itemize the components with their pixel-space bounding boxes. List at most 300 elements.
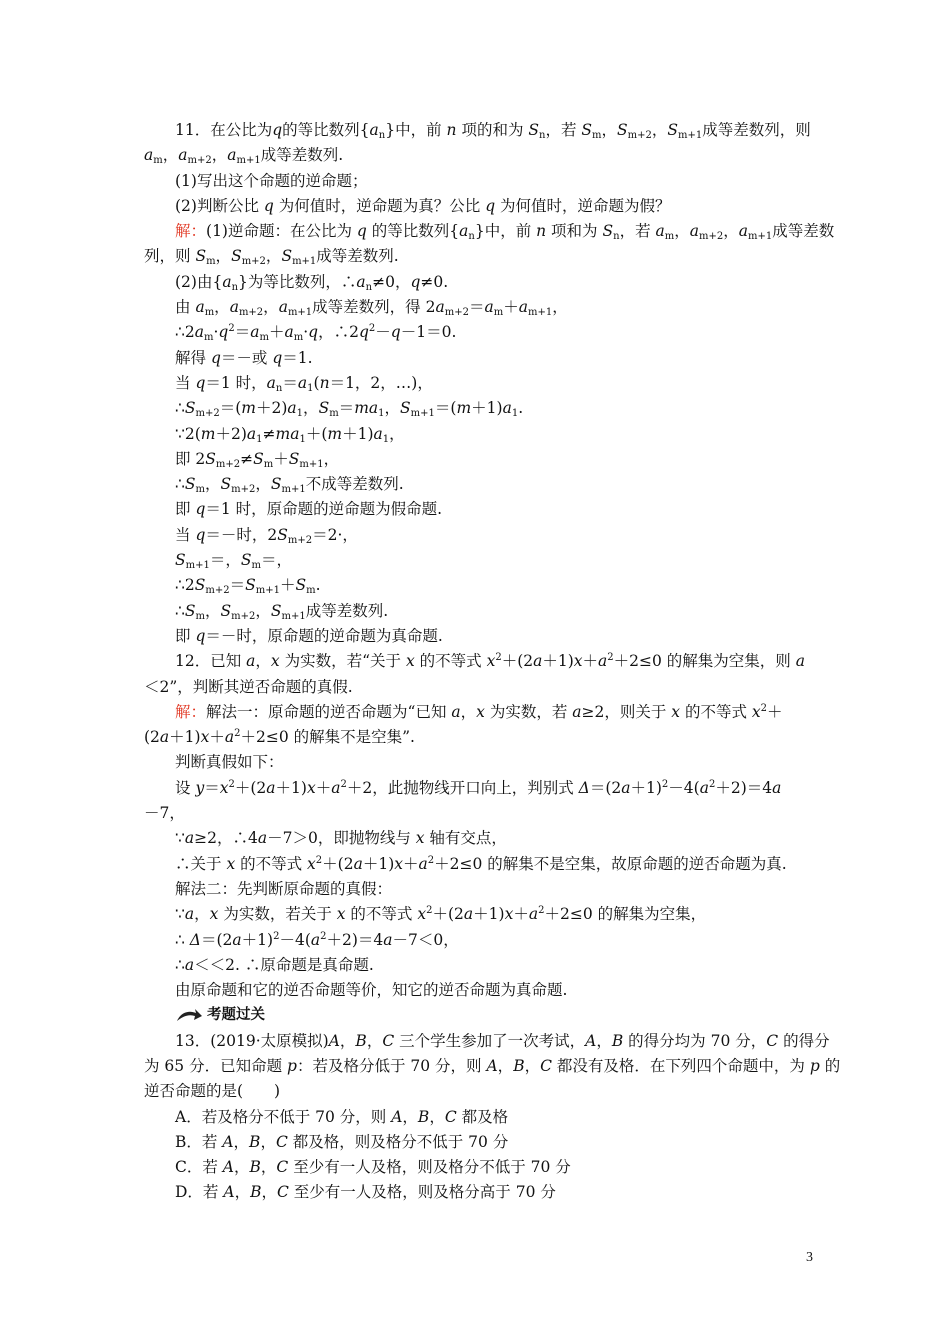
text-line	[144, 244, 812, 269]
superscript: 2	[495, 652, 502, 664]
math-variable: q	[358, 323, 369, 342]
math-variable: a	[257, 829, 268, 848]
math-variable: q	[390, 323, 401, 342]
text-run: ，	[384, 399, 401, 418]
text-run: ，若	[619, 222, 656, 241]
math-variable: q	[263, 196, 274, 215]
text-run: 即	[175, 500, 196, 519]
text-run: ＝1，2，…)，	[329, 373, 433, 392]
math-variable: a	[278, 298, 288, 317]
text-run: (	[313, 373, 320, 392]
document-body	[144, 118, 841, 1206]
text-run: ＝(	[219, 399, 242, 418]
text-run: ，若	[545, 121, 582, 139]
subscript: m+1	[185, 560, 210, 572]
text-run: ＋2≤0 的解集为空集，则	[613, 652, 796, 671]
math-variable: a	[795, 652, 805, 671]
text-run: (1)写出这个命题的逆命题；	[175, 171, 368, 190]
text-run: ∴	[175, 475, 185, 494]
text-run: ＜2”，判断其逆否命题的真假.	[144, 677, 353, 696]
text-line	[144, 143, 812, 168]
text-run: ：若及格分低于 70 分，则	[296, 1056, 487, 1075]
math-variable: a	[383, 930, 393, 949]
text-run: ，	[234, 1158, 250, 1177]
text-run: ∵2(	[175, 424, 201, 443]
text-run: ＋	[582, 652, 599, 671]
math-variable: C	[275, 1132, 288, 1151]
text-line	[144, 497, 812, 522]
math-variable: S	[602, 222, 614, 241]
math-variable: A	[585, 1031, 597, 1050]
subscript: m+2	[205, 585, 230, 597]
text-run: ＋2)＝4	[326, 930, 384, 949]
subscript: m	[195, 484, 205, 496]
math-variable: a	[418, 854, 428, 873]
math-variable: a	[356, 272, 366, 291]
math-variable: a	[331, 778, 341, 797]
text-run: 当	[175, 525, 196, 544]
text-run: }为等比数列，∴	[238, 272, 357, 291]
math-variable: S	[195, 247, 207, 266]
math-variable: B	[250, 1183, 262, 1202]
math-variable: a	[246, 424, 257, 443]
text-run: ，	[497, 1056, 514, 1075]
text-run: ＋1)	[241, 930, 274, 949]
text-run: 三个学生参加了一次考试，	[394, 1031, 586, 1050]
text-line	[144, 1130, 812, 1155]
text-line	[144, 169, 812, 194]
math-variable: x	[405, 652, 415, 671]
text-run: A．若及格分不低于 70 分，则	[175, 1107, 392, 1126]
superscript: 2	[427, 854, 435, 866]
text-run: 成等差数列.	[260, 146, 344, 165]
section-heading	[144, 1003, 812, 1028]
text-line	[144, 953, 812, 978]
text-run: ＋2≤0 的解集为空集，	[544, 905, 707, 924]
text-line	[144, 295, 812, 320]
math-variable: S	[245, 576, 256, 595]
text-run: 都及格	[456, 1107, 509, 1126]
math-variable: n	[446, 121, 457, 139]
text-run: －1＝0.	[400, 323, 457, 342]
subscript: m	[493, 307, 504, 319]
text-line	[144, 801, 812, 826]
math-variable: S	[184, 601, 196, 620]
text-run: ∵	[175, 905, 185, 924]
text-line	[144, 573, 812, 598]
text-run: 轴有交点，	[424, 829, 507, 848]
text-run: 为实数，若关于	[218, 905, 337, 924]
text-run: 11．在公比为	[175, 121, 273, 139]
text-run: －7＜0，	[392, 930, 459, 949]
text-run: ，	[596, 1031, 612, 1050]
subscript: m	[195, 610, 205, 622]
math-variable: q	[410, 272, 421, 291]
subscript: n	[275, 382, 283, 394]
text-run: ，	[194, 905, 210, 924]
math-variable: S	[270, 475, 282, 494]
text-run: ＋1)	[362, 854, 395, 873]
text-run: 不成等差数列.	[305, 475, 404, 494]
subscript: m	[664, 231, 675, 243]
math-variable: S	[231, 247, 242, 266]
text-run: ＝2·，	[312, 525, 358, 544]
math-variable: S	[295, 576, 307, 595]
subscript: n	[365, 281, 373, 293]
math-variable: q	[272, 121, 283, 139]
math-variable: a	[572, 702, 582, 721]
text-run: ∴	[175, 930, 190, 949]
math-variable: a	[297, 373, 308, 392]
math-variable: ma	[354, 399, 379, 418]
math-variable: a	[459, 222, 469, 241]
math-variable: a	[310, 930, 321, 949]
text-run: ＝(	[434, 399, 457, 418]
math-variable: a	[227, 146, 237, 165]
text-run: ＋1)	[473, 905, 505, 924]
text-run: 至少有一人及格，则及格分不低于 70 分	[288, 1158, 571, 1177]
text-run: 为何值时，逆命题为假？	[495, 196, 671, 215]
text-run: ＋1)	[169, 728, 201, 747]
math-variable: q	[195, 626, 206, 645]
text-line	[144, 371, 812, 396]
math-variable: a	[250, 323, 260, 342]
text-run: ＋	[273, 449, 289, 468]
math-variable: a	[699, 778, 709, 797]
math-variable: a	[373, 424, 383, 443]
math-variable: a	[655, 222, 665, 241]
text-run: ＋	[513, 905, 529, 924]
text-run: 即 2	[175, 449, 206, 468]
text-run: ，	[389, 424, 405, 443]
text-run: ∴关于	[175, 854, 227, 873]
text-run: ，	[255, 652, 271, 671]
section-arrow-icon	[175, 1008, 203, 1024]
text-run: ≠0.	[420, 272, 449, 291]
text-run: －	[375, 323, 391, 342]
text-run: ＋(	[305, 424, 328, 443]
text-run: ＝1 时，	[205, 373, 267, 392]
superscript: 2	[228, 778, 235, 790]
superscript: 2	[273, 930, 280, 942]
math-variable: x	[671, 702, 681, 721]
text-run: ，	[261, 1183, 277, 1202]
math-variable: a	[266, 373, 276, 392]
math-variable: A	[391, 1107, 403, 1126]
text-run: (1)逆命题：在公比为	[206, 222, 357, 241]
math-variable: q	[210, 348, 221, 367]
math-variable: n	[319, 373, 330, 392]
superscript: 2	[234, 728, 241, 740]
subscript: 1	[307, 382, 314, 394]
subscript: n	[539, 130, 546, 141]
text-run: ＋	[503, 298, 519, 317]
text-run: 为实数，若“关于	[279, 652, 406, 671]
text-run: ＝1.	[282, 348, 313, 367]
text-run: ＋	[403, 854, 419, 873]
math-variable: x	[336, 905, 346, 924]
math-variable: q	[356, 222, 367, 241]
text-run: .	[315, 576, 321, 595]
text-run: 的等比数列{	[366, 222, 460, 241]
text-line	[144, 928, 812, 953]
math-variable: a	[266, 778, 276, 797]
subscript: m+2	[215, 458, 241, 470]
text-run: ＋1)	[471, 399, 503, 418]
text-run: ，	[402, 1107, 418, 1126]
text-run: ，	[651, 121, 668, 139]
answer-label: 解：	[175, 702, 207, 721]
text-run: ∴	[175, 601, 185, 620]
text-run: ＋1)	[630, 778, 662, 797]
text-run: ＝(2	[589, 778, 622, 797]
text-run: ＝	[338, 399, 355, 418]
text-run: 的	[819, 1056, 841, 1075]
math-variable: a	[451, 702, 461, 721]
math-variable: a	[159, 728, 170, 747]
math-variable: S	[253, 449, 264, 468]
subscript: m+1	[410, 408, 435, 420]
subscript: m+1	[236, 155, 261, 167]
text-line	[144, 219, 835, 244]
text-run: ，	[263, 298, 279, 317]
math-variable: A	[222, 1158, 234, 1177]
text-run: }中，前	[474, 222, 537, 241]
subscript: m	[251, 560, 261, 572]
math-variable: C	[540, 1056, 552, 1075]
text-run: 当	[175, 373, 196, 392]
subscript: n	[378, 130, 386, 141]
math-variable: S	[281, 247, 293, 266]
text-run: ，	[323, 449, 340, 468]
subscript: 1	[382, 433, 390, 445]
math-variable: x	[751, 702, 761, 721]
text-run: －7，	[144, 804, 185, 823]
text-run: ·	[213, 323, 219, 342]
math-variable: a	[484, 298, 494, 317]
math-variable: p	[809, 1056, 820, 1075]
math-variable: x	[394, 854, 404, 873]
text-run: ∴2	[175, 323, 195, 342]
text-line	[144, 978, 812, 1003]
text-run: ，	[260, 1132, 276, 1151]
text-run: 逆否命题的是( )	[144, 1082, 281, 1101]
text-line	[144, 902, 812, 927]
math-variable: a	[246, 652, 256, 671]
math-variable: ma	[275, 424, 300, 443]
text-run: D．若	[175, 1183, 224, 1202]
superscript: 2	[315, 854, 323, 866]
math-variable: S	[528, 121, 540, 139]
math-variable: a	[224, 728, 235, 747]
text-run: ＝，	[260, 551, 292, 570]
math-variable: m	[456, 399, 472, 418]
text-run: ，	[460, 702, 477, 721]
math-variable: S	[220, 475, 232, 494]
math-variable: m	[327, 424, 343, 443]
math-variable: a	[502, 399, 512, 418]
text-run: 判断真假如下：	[175, 753, 284, 772]
text-run: ＋2≤0 的解集不是空集”.	[240, 728, 415, 747]
text-run: ，	[234, 1183, 251, 1202]
text-run: 设	[175, 778, 196, 797]
subscript: m	[204, 307, 215, 319]
math-variable: a	[689, 222, 699, 241]
text-line	[144, 826, 812, 851]
math-variable: C	[444, 1107, 457, 1126]
text-run: 成等差数	[772, 222, 835, 241]
text-line	[144, 447, 812, 472]
text-line	[144, 523, 812, 548]
text-run: 都没有及格．在下列四个命题中，为	[551, 1056, 810, 1075]
text-run: －7＞0，即抛物线与	[267, 829, 416, 848]
math-variable: a	[598, 652, 608, 671]
subscript: m+2	[699, 231, 724, 243]
text-run: 即	[175, 626, 196, 645]
subscript: m+2	[287, 534, 313, 546]
math-variable: B	[249, 1132, 261, 1151]
text-line	[144, 599, 812, 624]
math-variable: B	[417, 1107, 430, 1126]
math-variable: a	[287, 399, 297, 418]
subscript: m+1	[678, 130, 703, 141]
math-variable: a	[184, 905, 195, 924]
text-line	[144, 1105, 812, 1130]
text-run: ＋1)	[542, 652, 574, 671]
subscript: m+2	[241, 256, 266, 268]
text-line	[144, 320, 812, 345]
text-line	[144, 725, 812, 750]
text-run: B．若	[175, 1132, 223, 1151]
math-variable: m	[241, 399, 256, 418]
text-run: 项和为	[546, 222, 603, 241]
text-run: ，∴2	[318, 323, 359, 342]
text-run: ，	[215, 247, 232, 266]
text-run: ∵	[175, 829, 185, 848]
text-run: 的不等式	[235, 854, 308, 873]
math-variable: S	[400, 399, 411, 418]
subscript: m+1	[281, 484, 306, 496]
subscript: n	[468, 231, 475, 243]
text-run: ＋(2	[322, 854, 354, 873]
math-variable: S	[581, 121, 593, 139]
subscript: m+1	[281, 610, 306, 622]
math-variable: a	[621, 778, 631, 797]
text-line	[144, 877, 812, 902]
math-variable: a	[518, 298, 528, 317]
text-run: 解法一：原命题的逆否命题为“已知	[206, 702, 452, 721]
text-run: ≠	[240, 449, 254, 468]
math-variable: a	[738, 222, 748, 241]
text-run: －4(	[279, 930, 311, 949]
text-run: 成等差数列.	[305, 601, 389, 620]
text-run: ＋1)	[275, 778, 307, 797]
math-variable: a	[178, 146, 188, 165]
math-variable: S	[277, 525, 288, 544]
superscript: 2	[426, 905, 433, 917]
math-variable: x	[307, 854, 316, 873]
math-variable: x	[306, 778, 316, 797]
math-variable: x	[219, 778, 229, 797]
text-run: －4(	[668, 778, 700, 797]
subscript: m+1	[287, 307, 313, 319]
text-line	[144, 346, 812, 371]
text-run: 成等差数列，得 2	[312, 298, 436, 317]
math-variable: q	[218, 323, 229, 342]
text-run: ＝－时，原命题的逆命题为真命题.	[205, 626, 443, 645]
subscript: n	[613, 231, 620, 243]
subscript: m	[153, 155, 163, 167]
math-variable: C	[276, 1183, 289, 1202]
math-variable: S	[184, 399, 196, 418]
text-run: ＋	[268, 323, 285, 342]
text-line	[144, 649, 812, 674]
math-variable: a	[194, 323, 204, 342]
text-run: 项的和为	[456, 121, 529, 139]
math-variable: A	[222, 1132, 234, 1151]
math-variable: B	[513, 1056, 525, 1075]
text-run: 的不等式	[345, 905, 418, 924]
math-variable: S	[288, 449, 300, 468]
math-variable: a	[533, 652, 543, 671]
text-run: ＋	[209, 728, 225, 747]
math-variable: x	[209, 905, 219, 924]
text-run: ≥2，则关于	[581, 702, 672, 721]
superscript: 2	[368, 323, 376, 335]
text-line	[144, 852, 812, 877]
text-run: 为 65 分．已知命题	[144, 1056, 288, 1075]
subscript: 1	[299, 433, 306, 445]
math-variable: a	[232, 930, 242, 949]
text-run: ＋(2	[432, 905, 464, 924]
math-variable: S	[270, 601, 282, 620]
text-line	[144, 776, 812, 801]
text-run: ＋	[767, 702, 783, 721]
text-line	[144, 472, 812, 497]
math-variable: a	[222, 272, 232, 291]
subscript: m+2	[195, 408, 220, 420]
superscript: 2	[538, 905, 545, 917]
text-run: ∴	[175, 399, 185, 418]
subscript: m+2	[231, 484, 256, 496]
text-line	[144, 675, 812, 700]
text-run: ＋(2	[501, 652, 534, 671]
text-run: ，	[674, 222, 690, 241]
math-variable: Δ	[578, 778, 590, 797]
math-variable: A	[223, 1183, 235, 1202]
math-variable: C	[382, 1031, 395, 1050]
math-variable: a	[184, 829, 195, 848]
text-run: ，	[723, 222, 739, 241]
math-variable: m	[200, 424, 216, 443]
text-line	[144, 700, 812, 725]
math-variable: S	[184, 475, 196, 494]
subscript: m+2	[627, 130, 652, 141]
math-variable: B	[611, 1031, 624, 1050]
math-variable: x	[417, 905, 427, 924]
subscript: n	[231, 281, 239, 293]
math-variable: S	[617, 121, 628, 139]
text-run: ＝	[229, 576, 246, 595]
text-run: 的得分均为 70 分，	[623, 1031, 767, 1050]
math-variable: q	[195, 525, 206, 544]
subscript: m	[203, 332, 214, 344]
math-variable: q	[485, 196, 496, 215]
text-line	[144, 422, 812, 447]
text-run: ，	[162, 146, 179, 165]
math-variable: A	[486, 1056, 498, 1075]
math-variable: y	[195, 778, 205, 797]
